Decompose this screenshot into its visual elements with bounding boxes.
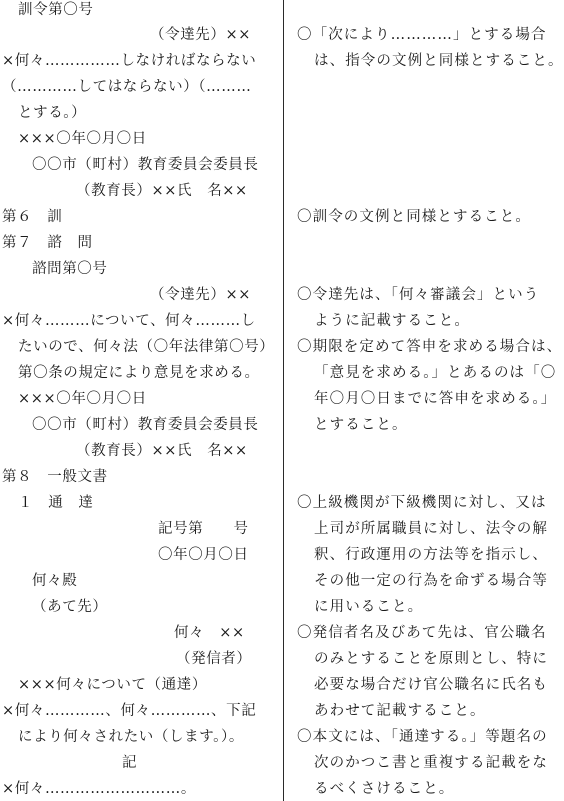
addressee: （令達先）×× <box>150 287 251 303</box>
issuer-organization: 〇〇市（町村）教育委員会委員長 <box>32 417 259 433</box>
order-number: 訓令第〇号 <box>18 2 94 18</box>
note-line: 「意見を求める。」とあるのは「〇 <box>314 365 557 381</box>
body-text-line: ×何々………………………。 <box>2 781 196 797</box>
note-line: とすること。 <box>314 417 408 433</box>
notes-heading: 記 <box>122 755 138 771</box>
column-divider <box>283 0 284 801</box>
note-line: あわせて記載すること。 <box>314 703 486 719</box>
issuer-name: （教育長）××氏 名×× <box>76 183 248 199</box>
note-line: は、指令の文例と同様とすること。 <box>314 53 564 69</box>
subsection-heading: １ 通 達 <box>18 495 94 511</box>
body-text-line: 第〇条の規定により意見を求める。 <box>18 365 260 381</box>
body-text-line: ×何々……………しなければならない <box>2 53 257 69</box>
body-text-line: たいので、何々法（〇年法律第〇号） <box>18 339 275 355</box>
note-line: 必要な場合だけ官公職名に氏名も <box>314 677 548 693</box>
note-line: 〇訓令の文例と同様とすること。 <box>297 209 531 225</box>
note-line: 次のかつこ書と重複する記載をな <box>314 755 548 771</box>
note-line: のみとすることを原則とし、特に <box>314 651 548 667</box>
body-text-line: により何々されたい（します。）。 <box>18 729 244 745</box>
body-text-line: ×何々………について、何々………し <box>2 313 256 329</box>
date-line: ×××〇年〇月〇日 <box>18 131 147 147</box>
recipient-label: （あて先） <box>32 599 108 615</box>
note-line: その他一定の行為を命ずる場合等 <box>314 573 548 589</box>
section-heading: 第７ 諮 問 <box>2 235 93 251</box>
section-heading: 第６ 訓 <box>2 209 63 225</box>
sender-label: （発信者） <box>176 651 252 667</box>
inquiry-number: 諮問第〇号 <box>32 261 108 277</box>
note-line: に用いること。 <box>314 599 424 615</box>
note-line: 年〇月〇日までに答申を求める。」 <box>314 391 557 407</box>
note-line: 〇期限を定めて答申を求める場合は、 <box>297 339 563 355</box>
issuer-name: （教育長）××氏 名×× <box>76 443 248 459</box>
section-heading: 第８ 一般文書 <box>2 469 108 485</box>
note-line: 釈、行政運用の方法等を指示し、 <box>314 547 548 563</box>
sender-name: 何々 ×× <box>174 625 245 641</box>
date-line: ×××〇年〇月〇日 <box>18 391 147 407</box>
notice-title: ×××何々について（通達） <box>18 677 207 693</box>
note-line: 上司が所属職員に対し、法令の解 <box>314 521 548 537</box>
recipient-name: 何々殿 <box>32 573 78 589</box>
body-text-line: （…………してはならない）（……… <box>2 79 252 95</box>
issuer-organization: 〇〇市（町村）教育委員会委員長 <box>32 157 259 173</box>
note-line: 〇「次により…………」とする場合 <box>297 27 547 43</box>
reference-number: 記号第 号 <box>158 521 249 537</box>
addressee: （令達先）×× <box>150 27 251 43</box>
date-line: 〇年〇月〇日 <box>158 547 249 563</box>
note-line: 〇発信者名及びあて先は、官公職名 <box>297 625 547 641</box>
body-text-line: とする。） <box>18 105 87 121</box>
note-line: ように記載すること。 <box>314 313 470 329</box>
note-line: 〇上級機関が下級機関に対し、又は <box>297 495 547 511</box>
body-text-line: ×何々…………、何々…………、下記 <box>2 703 257 719</box>
note-line: るべくさけること。 <box>314 781 455 797</box>
note-line: 〇令達先は、「何々審議会」という <box>297 287 540 303</box>
note-line: 〇本文には、「通達する。」等題名の <box>297 729 548 745</box>
